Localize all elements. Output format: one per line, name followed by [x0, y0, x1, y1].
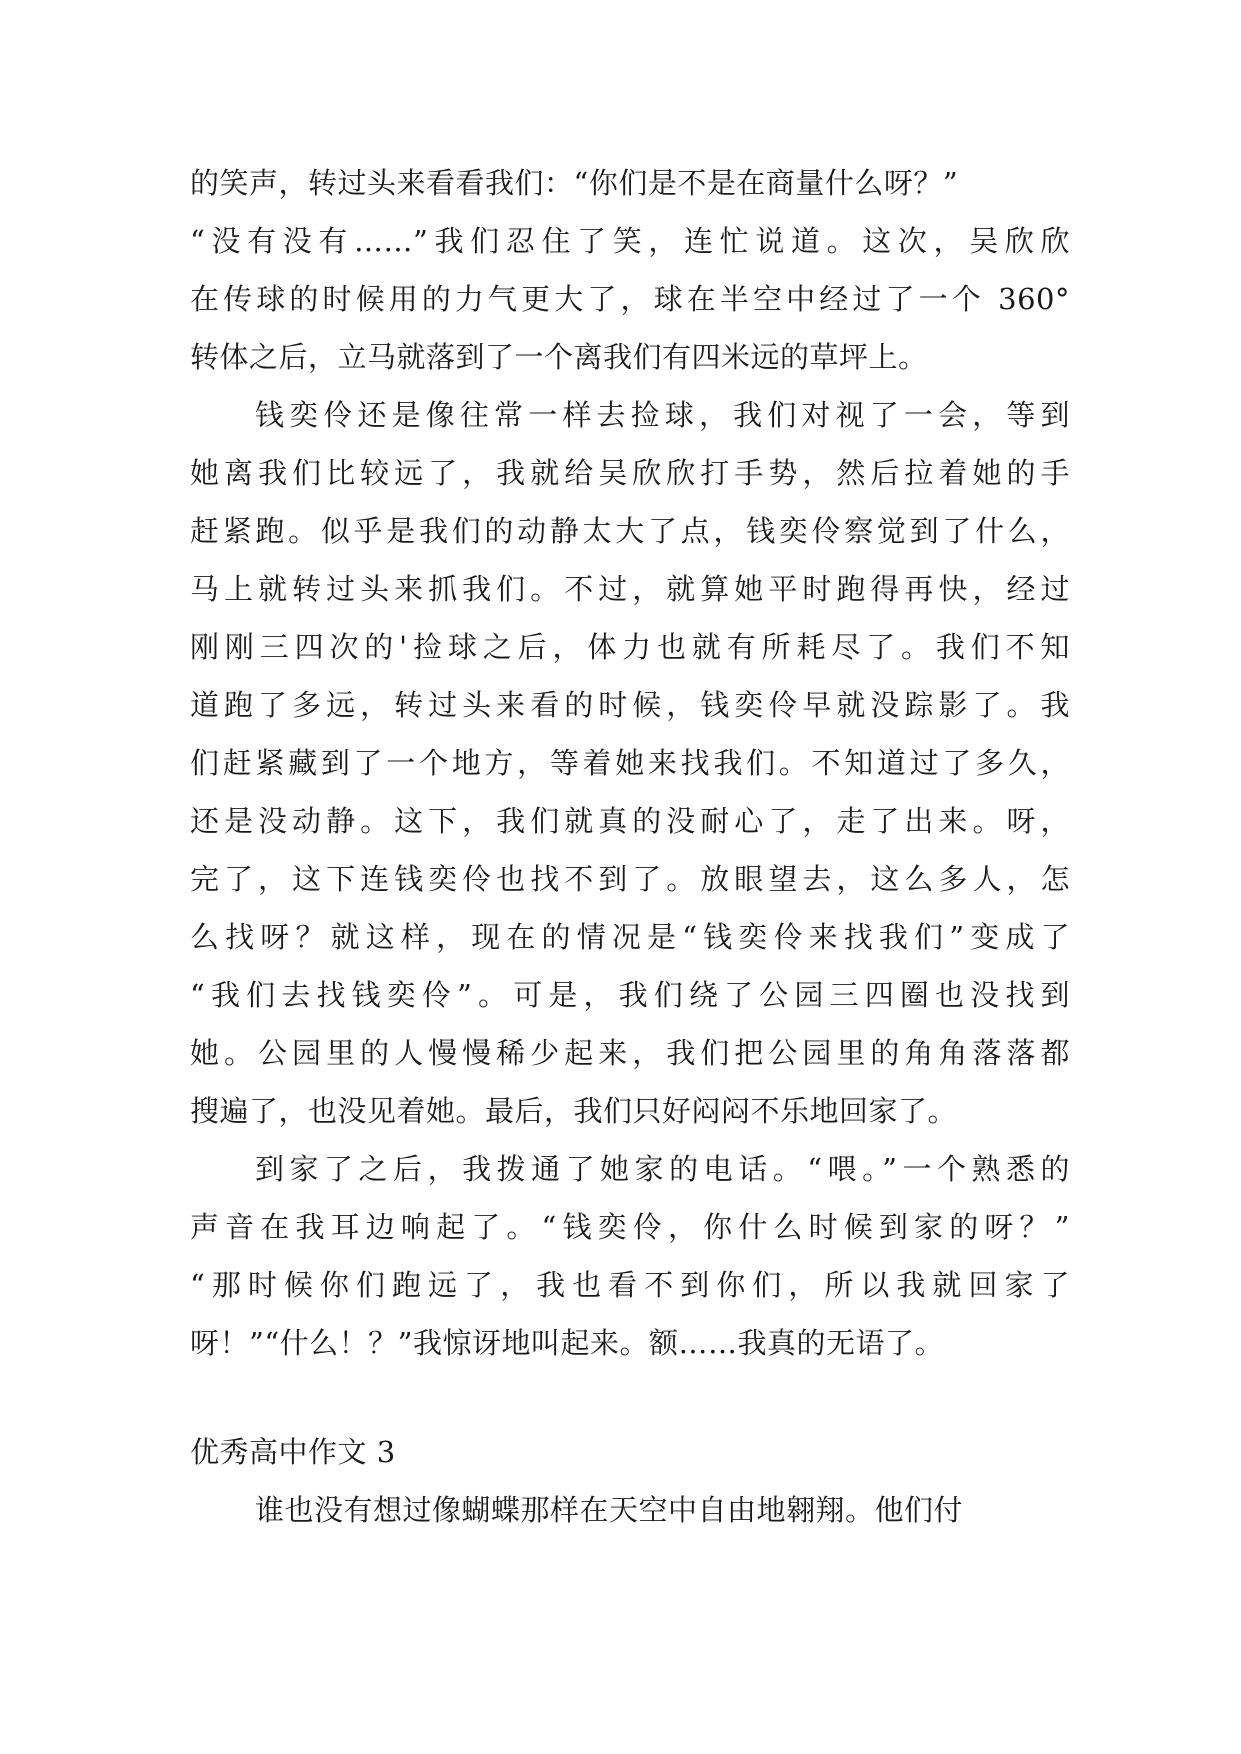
text-line: 她离我们比较远了，我就给吴欣欣打手势，然后拉着她的手	[190, 456, 1070, 490]
text-line: 赶紧跑。似乎是我们的动静太大了点，钱奕伶察觉到了什么，	[190, 514, 1070, 548]
text-line: 在传球的时候用的力气更大了，球在半空中经过了一个 360°	[190, 282, 1070, 316]
text-line: 呀！”“什么！？”我惊讶地叫起来。额……我真的无语了。	[190, 1326, 944, 1360]
text-line: 还是没动静。这下，我们就真的没耐心了，走了出来。呀，	[190, 804, 1070, 838]
text-line: 的笑声，转过头来看看我们：“你们是不是在商量什么呀？”	[190, 166, 959, 200]
text-line: 声音在我耳边响起了。“钱奕伶，你什么时候到家的呀？”	[190, 1210, 1070, 1244]
text-line: “没有没有……”我们忍住了笑，连忙说道。这次，吴欣欣	[190, 224, 1070, 258]
text-line: 她。公园里的人慢慢稀少起来，我们把公园里的角角落落都	[190, 1036, 1070, 1070]
text-line: 道跑了多远，转过头来看的时候，钱奕伶早就没踪影了。我	[190, 688, 1070, 722]
paragraph-first-line: 谁也没有想过像蝴蝶那样在天空中自由地翱翔。他们付	[255, 1493, 964, 1527]
paragraph-first-line: 钱奕伶还是像往常一样去捡球，我们对视了一会，等到	[255, 398, 1070, 432]
paragraph-first-line: 到家了之后，我拨通了她家的电话。“喂。”一个熟悉的	[255, 1152, 1070, 1186]
text-line: 马上就转过头来抓我们。不过，就算她平时跑得再快，经过	[190, 572, 1070, 606]
text-line: 搜遍了，也没见着她。最后，我们只好闷闷不乐地回家了。	[190, 1094, 958, 1128]
text-line: 们赶紧藏到了一个地方，等着她来找我们。不知道过了多久，	[190, 746, 1070, 780]
text-line: “那时候你们跑远了，我也看不到你们，所以我就回家了	[190, 1268, 1070, 1302]
section-heading: 优秀高中作文 3	[190, 1435, 396, 1469]
text-line: 转体之后，立马就落到了一个离我们有四米远的草坪上。	[190, 340, 928, 374]
text-line: 完了，这下连钱奕伶也找不到了。放眼望去，这么多人，怎	[190, 862, 1070, 896]
text-line: “我们去找钱奕伶”。可是，我们绕了公园三四圈也没找到	[190, 978, 1070, 1012]
text-line: 么找呀？就这样，现在的情况是“钱奕伶来找我们”变成了	[190, 920, 1070, 954]
text-line: 刚刚三四次的'捡球之后，体力也就有所耗尽了。我们不知	[190, 630, 1070, 664]
